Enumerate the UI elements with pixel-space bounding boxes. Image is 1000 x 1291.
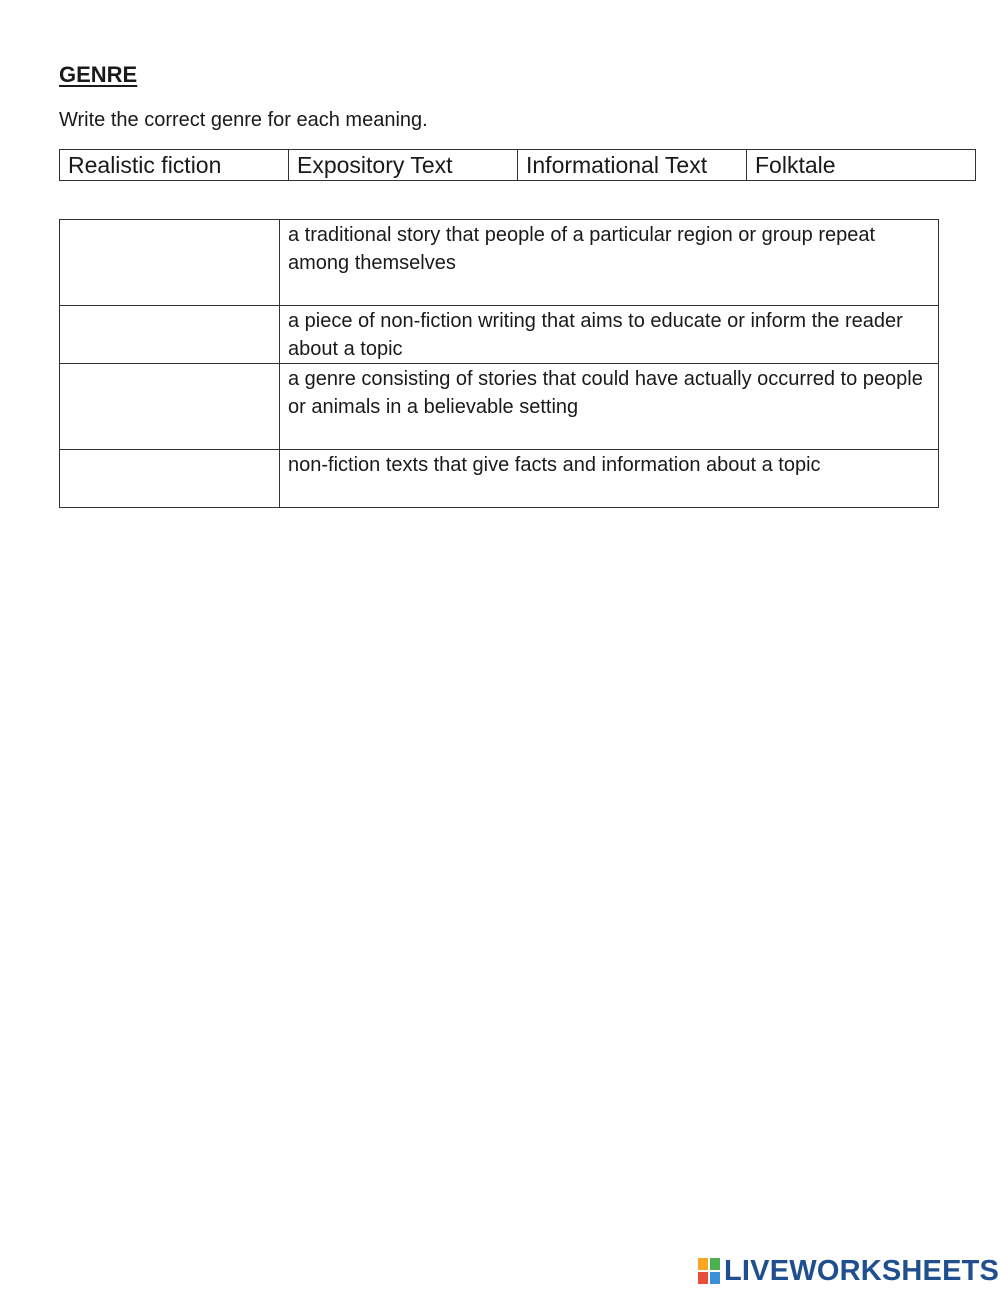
meaning-cell: a traditional story that people of a particular region or group repeat among themselves — [280, 220, 939, 306]
answer-cell[interactable] — [60, 306, 280, 364]
meaning-cell: non-fiction texts that give facts and information about a topic — [280, 450, 939, 508]
instruction-text: Write the correct genre for each meaning. — [59, 109, 428, 131]
page-title: GENRE — [59, 62, 138, 87]
table-row — [60, 220, 939, 306]
answer-cell[interactable] — [60, 220, 280, 306]
table-row — [60, 364, 939, 450]
table-row — [60, 450, 939, 508]
word-bank-table — [59, 149, 976, 181]
liveworksheets-logo[interactable] — [698, 1254, 999, 1288]
word-bank-item: Realistic fiction — [60, 150, 289, 181]
answer-cell[interactable] — [60, 364, 280, 450]
word-bank-item: Folktale — [747, 150, 976, 181]
definitions-table — [59, 219, 939, 508]
table-row — [60, 306, 939, 364]
word-bank-item: Expository Text — [289, 150, 518, 181]
answer-cell[interactable] — [60, 450, 280, 508]
logo-text: LIVEWORKSHEETS — [724, 1255, 1000, 1287]
meaning-cell: a genre consisting of stories that could have actually occurred to people or animals in a believable setting — [280, 364, 939, 450]
meaning-cell: a piece of non-fiction writing that aims to educate or inform the reader about a topic — [280, 306, 939, 364]
word-bank-item: Informational Text — [518, 150, 747, 181]
liveworksheets-logo-icon — [698, 1258, 720, 1284]
word-bank-row — [60, 150, 976, 181]
